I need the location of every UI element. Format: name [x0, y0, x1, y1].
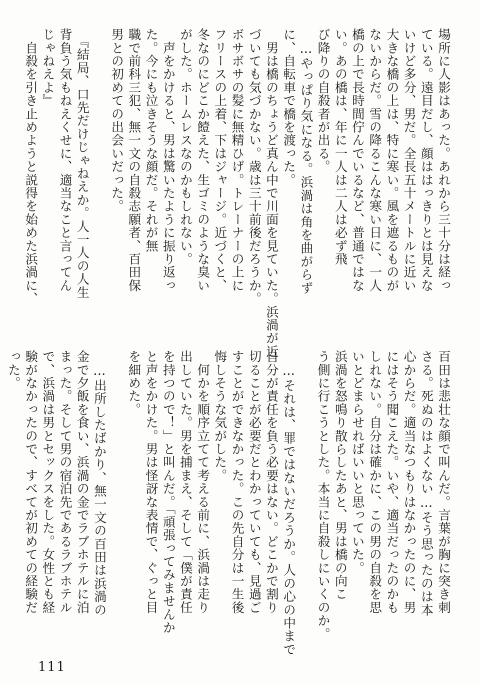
text-line: いけど多分、男だ。全長五十メートルに近い — [401, 28, 417, 292]
text-line: しれない。自分は確かに、この男の自殺を思 — [367, 350, 383, 614]
text-line: 場所に人影はあった。あれから三十分は経っ — [436, 28, 451, 292]
text-line: と声をかけた。男は怪訝な表情で、ぐっと目 — [143, 350, 159, 614]
text-line: じゃねえよ』 — [40, 28, 56, 108]
text-line: で、浜渦は男とセックスをした。女性とも経 — [40, 350, 56, 614]
text-line: 心からだ。適当なつもりはなかったのに、男 — [401, 350, 417, 614]
text-line: った。 — [5, 350, 21, 390]
page-number: 111 — [38, 660, 66, 675]
text-line: 橋の上で長時間佇んでいるなど、普通ではな — [349, 28, 365, 292]
text-line: …やっぱり気になる。浜渦は角を曲がらず — [298, 28, 314, 295]
upper-text-block — [23, 28, 452, 358]
text-line: 自分が責任を負う必要はない。どこかで割り — [263, 350, 279, 614]
text-line: ている。遠目だし、顔ははっきりとは見えな — [418, 28, 434, 292]
text-line — [91, 28, 108, 328]
text-line: がした。ホームレスなのかもしれない。 — [177, 28, 193, 266]
text-line — [108, 350, 125, 645]
text-line: いとどまらせればいいと思っていた。 — [349, 350, 365, 575]
text-line: 冬なのにどこか饐えた、生ゴミのような臭い — [195, 28, 211, 292]
text-line: 男との初めての出会いだった。 — [109, 28, 125, 213]
text-line: う側に行こうとした。本当に自殺しにいくのか。 — [315, 350, 331, 641]
text-line: 金で夕飯を食い、浜渦の金でラブホテルに泊 — [74, 350, 90, 614]
text-line: ボサボサの髪に無精ひげ。トレーナーの上に — [229, 28, 245, 292]
text-line: まった。そして男の宿泊先であるラブホテル — [57, 350, 73, 614]
text-line: 何かを順序立てて考える前に、浜渦は走り — [195, 350, 211, 614]
text-line: 出していた。男を捕まえ、そして「僕が責任 — [177, 350, 193, 614]
text-line: に、自転車で橋を渡った。 — [281, 28, 297, 187]
text-line: …出所したばかり、無一文の百田は浜渦の — [91, 350, 107, 617]
lower-text-block — [5, 350, 452, 656]
text-line: 悔しそうな気がした。 — [212, 350, 228, 482]
text-line: フリースの上着、下はジャージ。近づくと、 — [212, 28, 228, 292]
text-line: た。今にも泣きそうな顔だ。それが無 — [143, 28, 159, 253]
text-line: 背負う気もねえくせに、適当なこと言ってん — [57, 28, 73, 292]
text-line: 自殺を引き止めようと説得を始めた浜渦に、 — [23, 28, 39, 306]
text-line: 『結局、口先だけじゃねえか。人一人の人生 — [74, 28, 90, 299]
text-line: 大きな橋の上は、特に寒い。風を遮るものが — [384, 28, 400, 292]
text-line: さる。死ぬのはよくない…そう思ったのは本 — [418, 350, 434, 617]
text-line: 百田は悲壮な顔で叫んだ。言葉が胸に突き刺 — [436, 350, 451, 614]
text-line: び降りの自殺者が出る。 — [315, 28, 331, 174]
text-line: 験がなかったので、すべてが初めての経験だ — [23, 350, 39, 614]
text-line: を細めた。 — [126, 350, 142, 416]
text-line: ないからだ。雪の降るこんな寒い日に、一人 — [367, 28, 383, 292]
text-line: …それは、罪ではないだろうか。人の心の中まで — [281, 350, 297, 656]
text-line: づいても気づかない。歳は三十前後だろうか。 — [246, 28, 262, 306]
text-line: 男は橋のちょうど真ん中で川面を見ていた。浜渦が近 — [263, 28, 279, 358]
text-line: 浜渦を怒鳴り散らしたあと、男は橋の向こ — [332, 350, 348, 601]
text-line: い。あの橋は、年に一人は二人は必ず飛 — [332, 28, 348, 266]
text-line: 声をかけると、男は驚いたように振り返っ — [160, 28, 176, 292]
text-line — [297, 350, 314, 645]
text-line: すことができなかった。この先自分は一生後 — [229, 350, 245, 614]
text-line: を持つので！」と叫んだ。「頑張ってみませんか — [160, 350, 176, 635]
text-line: にはそう聞こえた。いや、適当だったのかも — [384, 350, 400, 614]
text-line: 職で前科三犯、無一文の自殺志願者、百田保 — [126, 28, 142, 292]
text-line: 切ることが必要だとわかっていても、見過ご — [246, 350, 262, 614]
text-line — [0, 350, 5, 645]
